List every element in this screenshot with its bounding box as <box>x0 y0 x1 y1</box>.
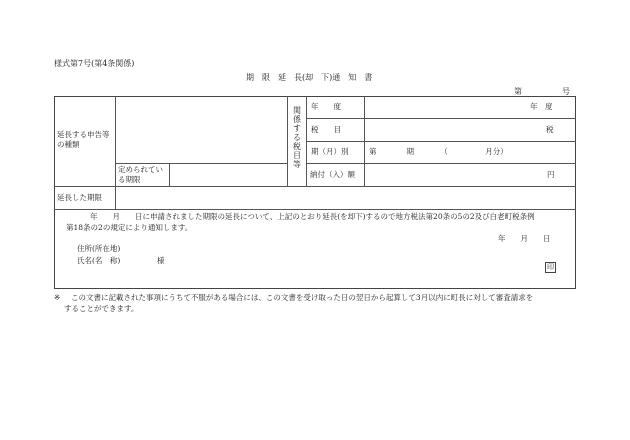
fiscal-year-suffix: 年 度 <box>530 102 553 111</box>
tax-item-label: 税 目 <box>311 125 341 134</box>
row-divider <box>306 141 576 142</box>
period-value: 第 期 （ 月分） <box>369 147 508 156</box>
declaration-type-label: 延長する申告等の種類 <box>57 130 110 149</box>
notice-date: 年 月 日 <box>498 234 551 243</box>
row-divider <box>54 186 576 187</box>
col-divider <box>306 96 307 186</box>
notice-text-line2: 第18条の2の規定により通知します。 <box>66 223 193 232</box>
col-divider <box>364 96 365 186</box>
row-divider <box>306 118 576 119</box>
payment-amount-label: 納付（入）額 <box>310 170 355 179</box>
row-divider <box>54 209 576 210</box>
footnote-line2: することができます。 <box>64 304 139 313</box>
honorific: 様 <box>157 256 165 265</box>
col-divider <box>169 163 170 186</box>
address-label: 住所(所在地) <box>77 244 121 253</box>
footnote-line1: この文書に記載された事項にうちて不服がある場合には、この文書を受け取った日の翌日から起算して3月以内に町長に対して審査請求を <box>71 293 534 302</box>
payment-amount-suffix: 円 <box>547 170 555 179</box>
name-label: 氏名(名 称) <box>77 256 121 265</box>
seal-mark: 印 <box>547 263 554 271</box>
row-divider <box>306 163 576 164</box>
row-divider <box>115 163 287 164</box>
notice-text-line1: 年 月 日に申請されました期限の延長について、上記のとおり延長(を却下)するので地方税法第20条の5の2及び白老町税条例 <box>90 212 535 221</box>
extended-deadline-label: 延長した期限 <box>57 193 102 202</box>
footnote-mark: ※ <box>54 293 61 302</box>
prescribed-deadline-label: 定められている期限 <box>118 165 163 184</box>
doc-number-go: 号 <box>562 87 570 96</box>
col-divider <box>115 96 116 209</box>
form-number: 様式第7号(第4条関係) <box>54 59 135 68</box>
document-title: 期 限 延 長(却 下)通 知 書 <box>246 73 373 82</box>
doc-number-dai: 第 <box>514 87 522 96</box>
fiscal-year-label: 年 度 <box>311 102 341 111</box>
col-divider <box>287 96 288 186</box>
period-label: 期（月）別 <box>311 147 349 156</box>
tax-item-suffix: 税 <box>546 125 554 134</box>
related-tax-label: 関係する税目等 <box>293 106 301 169</box>
